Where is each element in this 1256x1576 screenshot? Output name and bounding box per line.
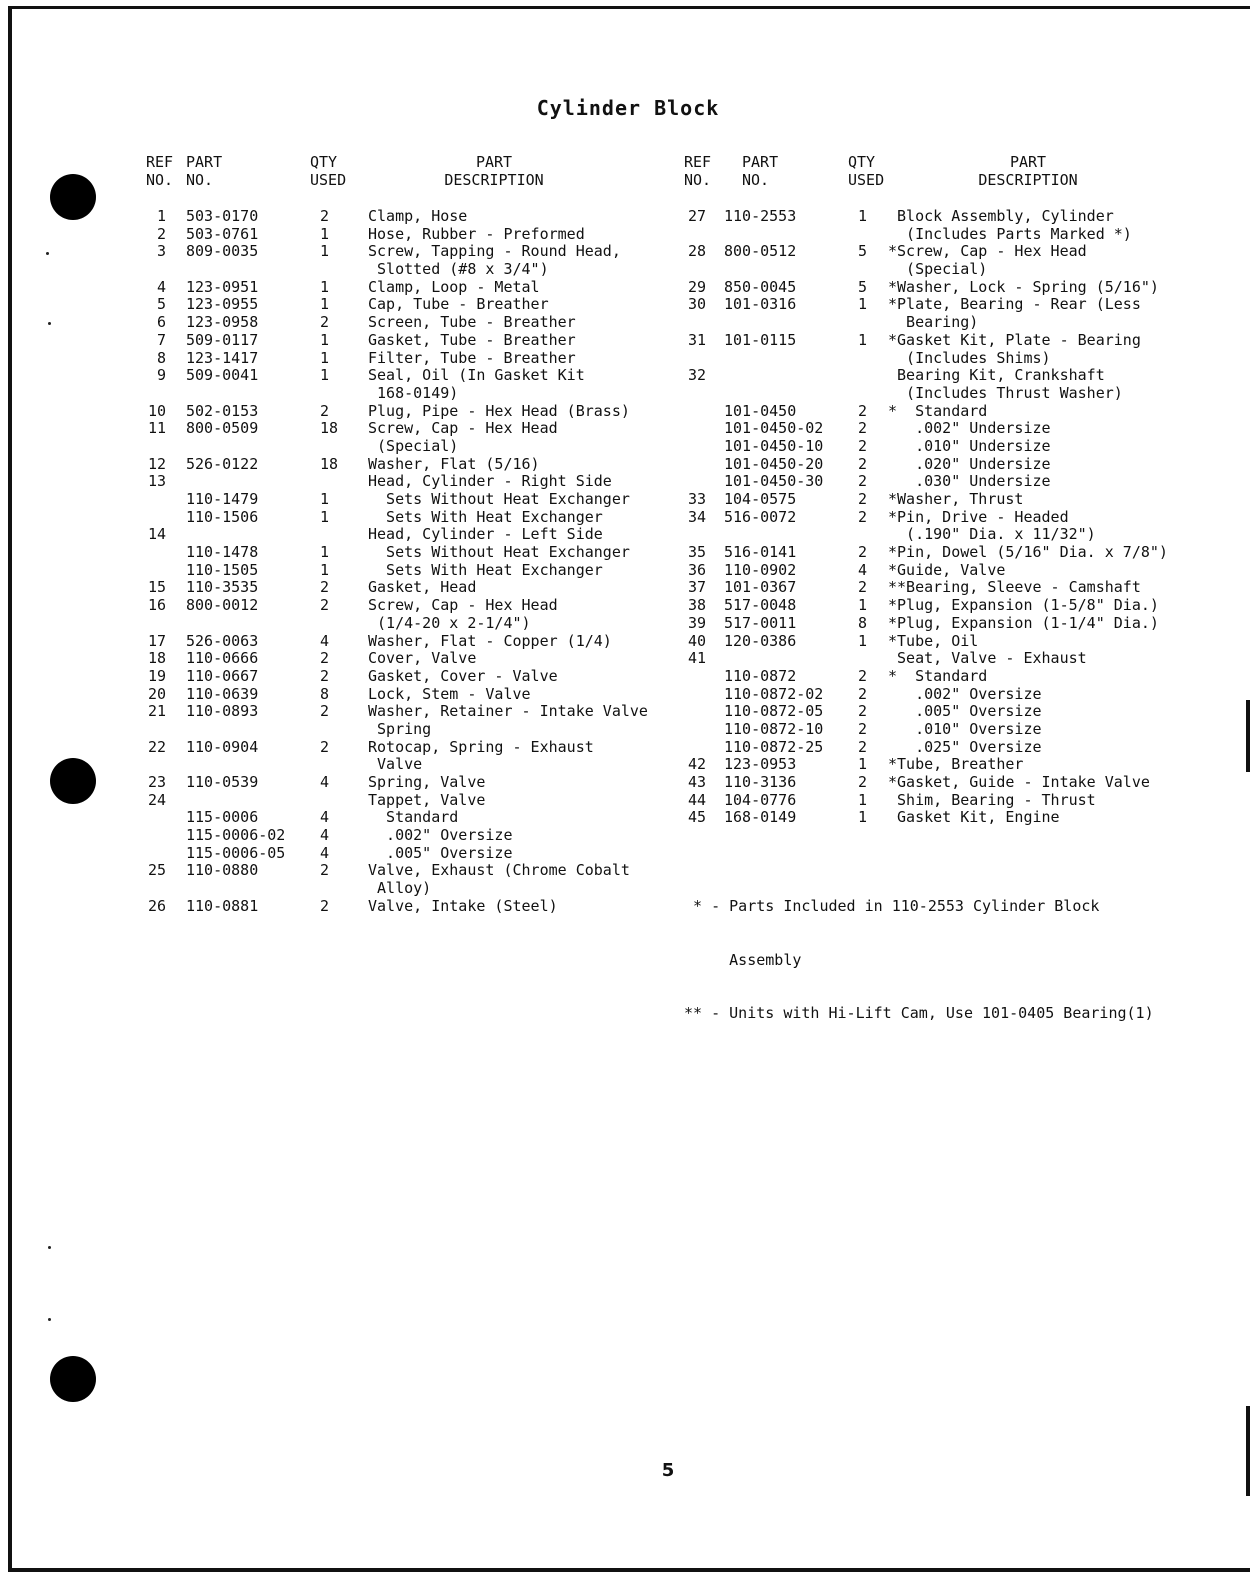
part-qty: 1 (858, 808, 868, 827)
part-qty: 2 (320, 596, 330, 615)
part-description: *Pin, Drive - Headed (888, 507, 1069, 526)
part-description: *Pin, Dowel (5/16" Dia. x 7/8") (888, 543, 1168, 562)
part-qty: 2 (858, 454, 868, 473)
table-row (0, 261, 1256, 279)
part-description: Spring, Valve (368, 773, 486, 791)
part-description: Tappet, Valve (368, 790, 486, 809)
part-ref-no: 16 (147, 596, 166, 615)
part-ref-no: 11 (147, 419, 166, 438)
part-description: *Gasket Kit, Plate - Bearing (888, 330, 1141, 349)
part-ref-no: 9 (156, 366, 166, 385)
table-row (0, 473, 1256, 491)
part-ref-no: 41 (687, 649, 706, 668)
table-row (0, 792, 1256, 810)
page-number: 5 (661, 1460, 675, 1481)
part-ref-no: 26 (147, 896, 166, 915)
part-ref-no: 35 (687, 543, 706, 562)
part-number: 110-1478 (186, 543, 259, 562)
part-ref-no: 21 (147, 702, 166, 721)
part-qty: 2 (320, 666, 330, 685)
part-description: .002" Undersize (888, 419, 1051, 438)
part-description: .002" Oversize (888, 684, 1042, 703)
part-description: Cover, Valve (368, 649, 477, 668)
part-number: 110-0881 (186, 896, 259, 915)
part-description: *Screw, Cap - Hex Head (888, 242, 1087, 261)
part-description: Hose, Rubber - Preformed (368, 224, 585, 243)
part-number: 123-0953 (724, 755, 797, 774)
part-description: Washer, Retainer - Intake Valve (368, 702, 648, 721)
header-part-description: PART DESCRIPTION (978, 153, 1078, 189)
part-ref-no: 39 (687, 613, 706, 632)
footnote-single-asterisk-cont: Assembly (684, 950, 802, 969)
table-row (0, 491, 1256, 509)
part-ref-no: 24 (147, 790, 166, 809)
table-row (0, 420, 1256, 438)
part-number: 123-1417 (186, 348, 259, 367)
part-description: (.190" Dia. x 11/32") (888, 525, 1096, 544)
table-row (0, 721, 1256, 739)
part-qty: 2 (858, 401, 868, 420)
part-qty: 2 (858, 543, 868, 562)
part-number: 101-0450 (724, 401, 797, 420)
part-ref-no: 10 (147, 401, 166, 420)
part-ref-no: 13 (147, 472, 166, 491)
part-ref-no: 18 (147, 649, 166, 668)
table-row (0, 862, 680, 880)
table-row (0, 686, 1256, 704)
part-ref-no: 32 (687, 366, 706, 385)
part-description: 168-0149) (368, 383, 459, 402)
part-number: 101-0367 (724, 578, 797, 597)
part-ref-no: 29 (687, 277, 706, 296)
part-number: 110-0872-02 (724, 684, 824, 703)
part-ref-no: 2 (156, 224, 166, 243)
part-number: 503-0170 (186, 207, 259, 225)
part-description: *Plate, Bearing - Rear (Less (888, 295, 1141, 314)
part-number: 517-0011 (724, 613, 797, 632)
punch-hole (50, 1356, 96, 1402)
part-description: (Includes Parts Marked *) (888, 224, 1132, 243)
part-ref-no: 23 (147, 773, 166, 791)
table-row (0, 296, 1256, 314)
part-qty: 2 (858, 737, 868, 756)
table-row (0, 597, 1256, 615)
part-number: 110-2553 (724, 207, 797, 225)
header-part-no: PART NO. (742, 153, 779, 189)
part-ref-no: 30 (687, 295, 706, 314)
part-ref-no: 20 (147, 684, 166, 703)
part-number: 110-0893 (186, 702, 259, 721)
part-description: *Tube, Breather (888, 755, 1024, 774)
part-description: Screen, Tube - Breather (368, 313, 576, 332)
part-ref-no: 25 (147, 861, 166, 880)
part-description: *Gasket, Guide - Intake Valve (888, 773, 1150, 791)
part-number: 110-0880 (186, 861, 259, 880)
header-qty-used: QTY USED (848, 153, 885, 189)
part-number: 110-0667 (186, 666, 259, 685)
part-description: .005" Oversize (888, 702, 1042, 721)
part-qty: 2 (320, 313, 330, 332)
part-qty: 2 (320, 702, 330, 721)
part-description: .030" Undersize (888, 472, 1051, 491)
part-number: 110-0872-05 (724, 702, 824, 721)
part-qty: 2 (320, 896, 330, 915)
table-row (0, 350, 1256, 368)
table-row (0, 526, 1256, 544)
part-number: 110-3136 (724, 773, 797, 791)
part-qty: 2 (858, 702, 868, 721)
part-description: .020" Undersize (888, 454, 1051, 473)
table-row (0, 438, 1256, 456)
part-number: 101-0450-10 (724, 436, 824, 455)
part-qty: 1 (858, 755, 868, 774)
footnote-single-asterisk: * - Parts Included in 110-2553 Cylinder Block (684, 897, 1100, 916)
part-description: Gasket, Tube - Breather (368, 330, 576, 349)
part-description: Screw, Cap - Hex Head (368, 596, 558, 615)
part-description: (1/4-20 x 2-1/4") (368, 613, 531, 632)
table-row (0, 809, 1256, 827)
part-ref-no: 12 (147, 454, 166, 473)
part-description: Plug, Pipe - Hex Head (Brass) (368, 401, 630, 420)
part-description: * Standard (888, 401, 988, 420)
part-qty: 1 (320, 277, 330, 296)
table-row (0, 615, 1256, 633)
part-qty: 2 (858, 507, 868, 526)
part-ref-no: 38 (687, 596, 706, 615)
header-ref-no: REF NO. (684, 153, 712, 189)
header-part-no: PART NO. (186, 153, 223, 189)
part-number: 110-0872-10 (724, 719, 824, 738)
part-description: Head, Cylinder - Left Side (368, 525, 603, 544)
part-number: 809-0035 (186, 242, 259, 261)
part-qty: 1 (320, 366, 330, 385)
part-qty: 2 (858, 436, 868, 455)
table-row (0, 385, 1256, 403)
part-qty: 1 (320, 560, 330, 579)
part-number: 800-0512 (724, 242, 797, 261)
part-ref-no: 8 (156, 348, 166, 367)
part-description: Spring (368, 719, 432, 738)
part-number: 110-0666 (186, 649, 259, 668)
table-row (0, 845, 680, 863)
part-ref-no: 15 (147, 578, 166, 597)
part-description: Clamp, Loop - Metal (368, 277, 540, 296)
part-ref-no: 1 (156, 207, 166, 225)
part-description: Rotocap, Spring - Exhaust (368, 737, 594, 756)
part-number: 502-0153 (186, 401, 259, 420)
part-ref-no: 17 (147, 631, 166, 650)
header-part-description: PART DESCRIPTION (444, 153, 544, 189)
part-description: Gasket, Cover - Valve (368, 666, 558, 685)
table-row (0, 633, 1256, 651)
part-description: Shim, Bearing - Thrust (888, 790, 1096, 809)
part-description: Seal, Oil (In Gasket Kit (368, 366, 585, 385)
part-ref-no: 43 (687, 773, 706, 791)
footnotes (684, 863, 1154, 1040)
part-number: 123-0958 (186, 313, 259, 332)
part-qty: 4 (320, 826, 330, 845)
part-qty: 18 (320, 454, 339, 473)
part-number: 110-1506 (186, 507, 259, 526)
table-row (0, 332, 1256, 350)
header-ref-no: REF NO. (146, 153, 174, 189)
part-ref-no: 3 (156, 242, 166, 261)
page-title: Cylinder Block (536, 96, 720, 120)
part-description: .002" Oversize (368, 826, 513, 845)
part-number: 526-0063 (186, 631, 259, 650)
part-number: 101-0115 (724, 330, 797, 349)
part-description: Alloy) (368, 879, 432, 898)
part-description: Sets Without Heat Exchanger (368, 543, 630, 562)
part-qty: 5 (858, 277, 868, 296)
part-description: .025" Oversize (888, 737, 1042, 756)
table-row (0, 562, 1256, 580)
part-qty: 1 (858, 596, 868, 615)
table-row (0, 827, 680, 845)
part-description: (Includes Thrust Washer) (888, 383, 1123, 402)
part-ref-no: 5 (156, 295, 166, 314)
part-qty: 1 (320, 330, 330, 349)
part-description: Sets With Heat Exchanger (368, 560, 603, 579)
part-description: Washer, Flat (5/16) (368, 454, 540, 473)
part-number: 101-0450-02 (724, 419, 824, 438)
part-qty: 2 (858, 666, 868, 685)
part-qty: 1 (858, 330, 868, 349)
part-ref-no: 33 (687, 490, 706, 508)
part-ref-no: 28 (687, 242, 706, 261)
part-description: Clamp, Hose (368, 207, 468, 225)
part-ref-no: 31 (687, 330, 706, 349)
part-description: Valve (368, 755, 423, 774)
header-qty-used: QTY USED (310, 153, 347, 189)
table-row (0, 509, 1256, 527)
part-ref-no: 4 (156, 277, 166, 296)
edge-mark (1246, 1406, 1250, 1496)
part-qty: 1 (320, 490, 330, 508)
part-number: 110-0904 (186, 737, 259, 756)
table-row (0, 880, 680, 898)
part-description: *Washer, Lock - Spring (5/16") (888, 277, 1159, 296)
part-number: 110-0539 (186, 773, 259, 791)
part-ref-no: 6 (156, 313, 166, 332)
table-row (0, 243, 1256, 261)
part-ref-no: 34 (687, 507, 706, 526)
part-number: 526-0122 (186, 454, 259, 473)
part-qty: 2 (320, 401, 330, 420)
table-row (0, 668, 1256, 686)
table-row (0, 314, 1256, 332)
part-qty: 1 (320, 295, 330, 314)
part-number: 509-0117 (186, 330, 259, 349)
part-description: (Special) (368, 436, 459, 455)
part-number: 516-0141 (724, 543, 797, 562)
part-number: 104-0776 (724, 790, 797, 809)
part-description: Head, Cylinder - Right Side (368, 472, 612, 491)
part-description: .005" Oversize (368, 843, 513, 862)
part-ref-no: 36 (687, 560, 706, 579)
part-number: 123-0955 (186, 295, 259, 314)
part-qty: 1 (320, 242, 330, 261)
part-qty: 8 (320, 684, 330, 703)
part-number: 123-0951 (186, 277, 259, 296)
part-qty: 1 (858, 631, 868, 650)
part-number: 110-0902 (724, 560, 797, 579)
part-number: 115-0006-02 (186, 826, 286, 845)
part-qty: 1 (320, 543, 330, 562)
part-ref-no: 40 (687, 631, 706, 650)
part-number: 516-0072 (724, 507, 797, 526)
part-qty: 4 (320, 773, 330, 791)
part-number: 110-3535 (186, 578, 259, 597)
table-row (0, 208, 1256, 226)
part-number: 850-0045 (724, 277, 797, 296)
part-description: Filter, Tube - Breather (368, 348, 576, 367)
part-qty: 5 (858, 242, 868, 261)
part-qty: 2 (858, 719, 868, 738)
part-description: *Plug, Expansion (1-1/4" Dia.) (888, 613, 1159, 632)
part-qty: 4 (320, 843, 330, 862)
part-description: Sets With Heat Exchanger (368, 507, 603, 526)
part-ref-no: 42 (687, 755, 706, 774)
part-description: .010" Oversize (888, 719, 1042, 738)
part-qty: 18 (320, 419, 339, 438)
part-number: 800-0012 (186, 596, 259, 615)
part-description: Screw, Cap - Hex Head (368, 419, 558, 438)
part-description: Lock, Stem - Valve (368, 684, 531, 703)
table-row (0, 279, 1256, 297)
part-ref-no: 44 (687, 790, 706, 809)
part-number: 101-0450-20 (724, 454, 824, 473)
part-number: 104-0575 (724, 490, 797, 508)
part-qty: 1 (858, 790, 868, 809)
part-qty: 8 (858, 613, 868, 632)
part-number: 503-0761 (186, 224, 259, 243)
part-number: 120-0386 (724, 631, 797, 650)
part-qty: 2 (858, 578, 868, 597)
part-description: .010" Undersize (888, 436, 1051, 455)
part-number: 110-0639 (186, 684, 259, 703)
part-qty: 2 (320, 861, 330, 880)
part-number: 800-0509 (186, 419, 259, 438)
part-number: 110-1479 (186, 490, 259, 508)
part-number: 110-0872-25 (724, 737, 824, 756)
part-description: (Special) (888, 260, 988, 279)
table-row (0, 739, 1256, 757)
table-row (0, 544, 1256, 562)
part-qty: 2 (858, 773, 868, 791)
scan-speck (48, 1246, 51, 1249)
part-qty: 1 (858, 295, 868, 314)
part-qty: 1 (320, 507, 330, 526)
part-number: 115-0006 (186, 808, 259, 827)
part-qty: 1 (858, 207, 868, 225)
part-number: 110-0872 (724, 666, 797, 685)
part-description: Seat, Valve - Exhaust (888, 649, 1087, 668)
table-row (0, 898, 680, 916)
scan-speck (48, 1318, 51, 1321)
part-description: Block Assembly, Cylinder (888, 207, 1114, 225)
part-qty: 1 (320, 348, 330, 367)
part-description: Bearing) (888, 313, 979, 332)
part-description: Sets Without Heat Exchanger (368, 490, 630, 508)
part-description: Gasket Kit, Engine (888, 808, 1060, 827)
part-number: 115-0006-05 (186, 843, 286, 862)
part-number: 517-0048 (724, 596, 797, 615)
part-qty: 2 (858, 490, 868, 508)
parts-table-right (0, 208, 1256, 827)
part-description: **Bearing, Sleeve - Camshaft (888, 578, 1141, 597)
table-row (0, 774, 1256, 792)
part-description: *Guide, Valve (888, 560, 1006, 579)
part-description: Standard (368, 808, 459, 827)
part-number: 110-1505 (186, 560, 259, 579)
part-description: Washer, Flat - Copper (1/4) (368, 631, 612, 650)
part-ref-no: 22 (147, 737, 166, 756)
part-qty: 2 (320, 649, 330, 668)
part-qty: 4 (320, 631, 330, 650)
table-row (0, 456, 1256, 474)
table-row (0, 226, 1256, 244)
part-description: Gasket, Head (368, 578, 477, 597)
part-qty: 1 (320, 224, 330, 243)
table-row (0, 703, 1256, 721)
part-number: 168-0149 (724, 808, 797, 827)
part-qty: 4 (320, 808, 330, 827)
part-description: Bearing Kit, Crankshaft (888, 366, 1105, 385)
part-description: *Washer, Thrust (888, 490, 1024, 508)
part-ref-no: 27 (687, 207, 706, 225)
part-qty: 2 (320, 207, 330, 225)
part-ref-no: 7 (156, 330, 166, 349)
part-description: * Standard (888, 666, 988, 685)
part-ref-no: 45 (687, 808, 706, 827)
table-row (0, 756, 1256, 774)
table-row (0, 403, 1256, 421)
part-qty: 2 (858, 684, 868, 703)
table-row (0, 650, 1256, 668)
part-ref-no: 37 (687, 578, 706, 597)
part-qty: 2 (858, 419, 868, 438)
part-qty: 4 (858, 560, 868, 579)
part-qty: 2 (858, 472, 868, 491)
part-description: Slotted (#8 x 3/4") (368, 260, 549, 279)
part-description: Valve, Exhaust (Chrome Cobalt (368, 861, 630, 880)
table-row (0, 579, 1256, 597)
part-number: 101-0450-30 (724, 472, 824, 491)
part-description: Screw, Tapping - Round Head, (368, 242, 621, 261)
part-qty: 2 (320, 578, 330, 597)
part-description: Cap, Tube - Breather (368, 295, 549, 314)
part-description: *Plug, Expansion (1-5/8" Dia.) (888, 596, 1159, 615)
part-description: (Includes Shims) (888, 348, 1051, 367)
part-ref-no: 14 (147, 525, 166, 544)
part-description: *Tube, Oil (888, 631, 979, 650)
part-ref-no: 19 (147, 666, 166, 685)
part-qty: 2 (320, 737, 330, 756)
table-row (0, 367, 1256, 385)
footnote-double-asterisk: ** - Units with Hi-Lift Cam, Use 101-0405 Bearing(1) (684, 1003, 1154, 1022)
part-number: 509-0041 (186, 366, 259, 385)
part-number: 101-0316 (724, 295, 797, 314)
part-description: Valve, Intake (Steel) (368, 896, 558, 915)
